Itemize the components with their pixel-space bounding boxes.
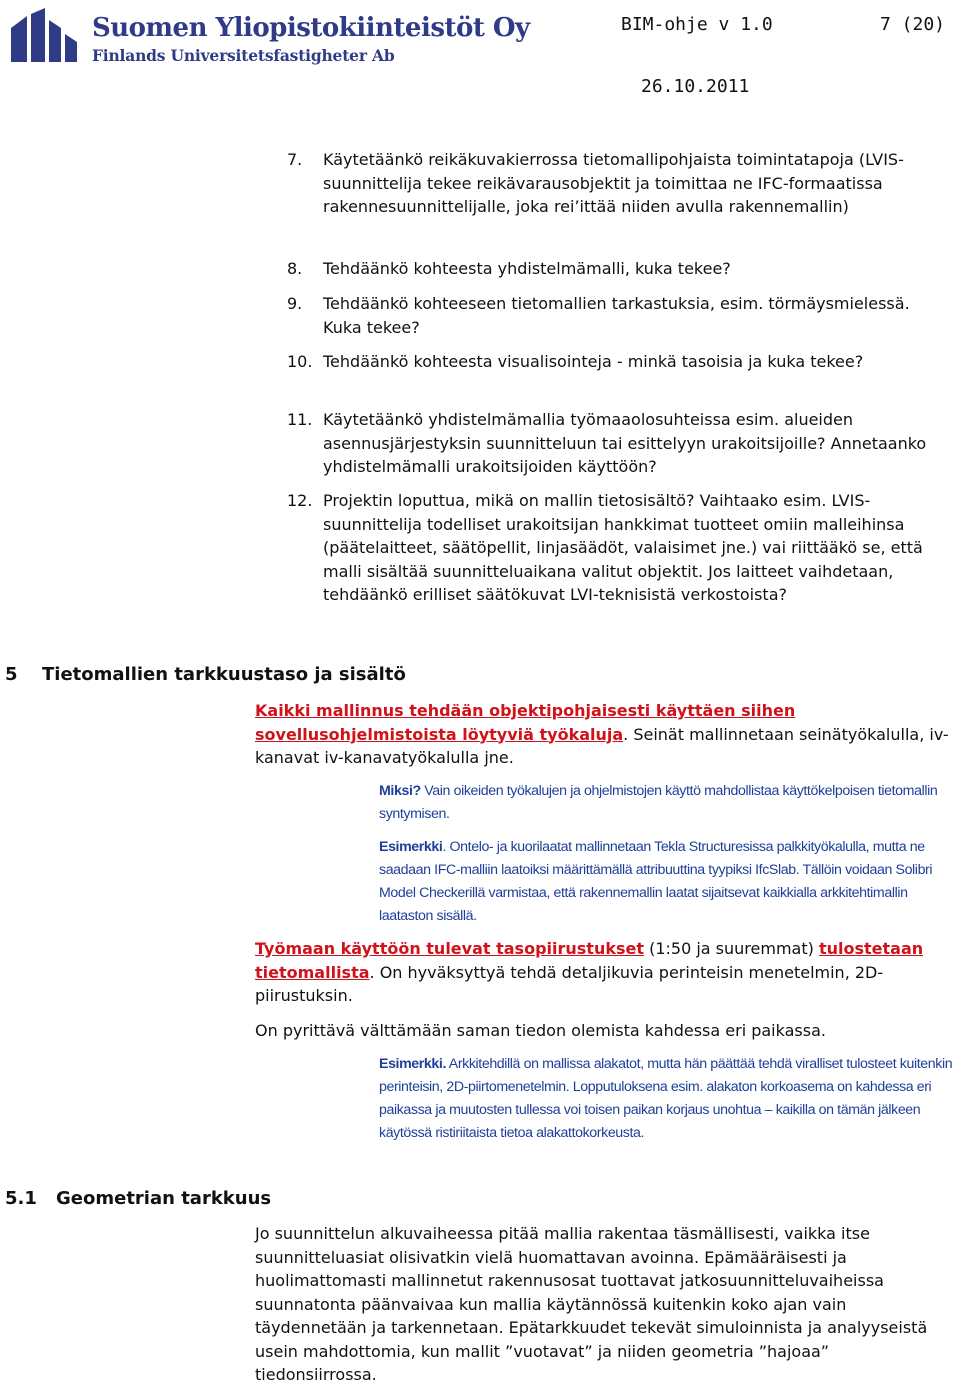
emphasis-text: Kaikki mallinnus tehdään objektipohjaisesti käyttäen siihen sovellusohjelmistoista löytyviä työkaluja	[255, 701, 796, 744]
paragraph-text: . Seinät mallinnetaan seinätyökalulla, iv-kanavat iv-kanavatyökalulla jne.	[255, 724, 949, 767]
list-item-number: 11.	[287, 410, 313, 429]
note-text: . Ontelo- ja kuorilaatat mallinnetaan Tekla Structuresissa palkkityökalulla, mutta ne saadaan IFC-malliin laatoiksi määrittämällä attribuuttina tyypiksi IfcSlab. Tällöin voidaan Solibri Model Checkerillä varmistaa, että rakennemallin laatat sijaitsevat kaikkialla arkkitehtimallin laataston sisällä.	[379, 839, 933, 924]
list-item-text: Tehdäänkö kohteesta yhdistelmämalli, kuka tekee?	[323, 259, 731, 278]
list-item-number: 7.	[287, 150, 303, 169]
section-number: 5.1	[5, 1188, 37, 1209]
list-item	[287, 292, 949, 339]
list-item	[287, 350, 949, 374]
logo-line-1: Suomen Yliopistokiinteistöt Oy	[92, 13, 530, 43]
paragraph	[255, 699, 950, 770]
list-item	[287, 408, 949, 479]
list-item-text: Tehdäänkö kohteeseen tietomallien tarkastuksia, esim. törmäysmielessä. Kuka tekee?	[323, 294, 910, 337]
list-item-number: 10.	[287, 352, 313, 371]
list-item	[287, 257, 949, 281]
list-item-text: Käytetäänkö yhdistelmämallia työmaaolosuhteissa esim. alueiden asennusjärjestyksin suunnitteluun tai esittelyyn urakoitsijoille? Annetaanko yhdistelmämalli urakoitsijoiden käyttöön?	[323, 410, 927, 476]
note-why	[379, 780, 954, 826]
note-example	[379, 1053, 954, 1145]
emphasis-text: Työmaan käyttöön tulevat tasopiirustukset	[255, 939, 644, 958]
document-title: BIM-ohje v 1.0	[621, 14, 773, 35]
document-date: 26.10.2011	[641, 76, 750, 97]
list-item-number: 9.	[287, 294, 303, 313]
section-title: Geometrian tarkkuus	[56, 1188, 272, 1209]
list-item-text: Tehdäänkö kohteesta visualisointeja - minkä tasoisia ja kuka tekee?	[323, 352, 864, 371]
paragraph-text: (1:50 ja suuremmat)	[644, 939, 819, 958]
note-example	[379, 836, 954, 928]
paragraph-text: . On hyväksyttyä tehdä detaljikuvia perinteisin menetelmin, 2D-piirustuksin.	[255, 962, 884, 1005]
note-label: Esimerkki.	[379, 1056, 446, 1072]
emphasis-text: tulostetaan tietomallista	[255, 939, 924, 982]
section-heading	[5, 1188, 271, 1209]
paragraph: On pyrittävä välttämään saman tiedon olemista kahdessa eri paikassa.	[255, 1021, 826, 1040]
note-label: Esimerkki	[379, 839, 443, 855]
paragraph: Jo suunnittelun alkuvaiheessa pitää mallia rakentaa täsmällisesti, vaikka itse suunnitteluasiat olisivatkin vielä huomattavan avoinna. Epämääräisesti ja huolimattomasti mallinnetut rakennusosat tuottavat jatkosuunnitteluvaiheissa suunnatonta päänvaivaa kun mallia käytännössä kuitenkin koko ajan vain täydennetään ja tarkennetaan. Epätarkkuudet tekevät simuloinnista ja analyyseistä usein mahdottomia, kun mallit ”vuotavat” ja niiden geometria ”hajoaa” tiedonsiirrossa.	[255, 1224, 928, 1384]
list-item-text: Käytetäänkö reikäkuvakierrossa tietomallipohjaista toimintatapoja (LVIS-suunnittelija tekee reikävarausobjektit ja toimittaa ne IFC-formaatissa rakennesuunnittelijalle, joka rei’ittää niiden avulla rakennemallin)	[323, 150, 904, 216]
logo-icon	[9, 8, 79, 64]
note-text: Arkkitehdillä on mallissa alakatot, mutta hän päättää tehdä viralliset tulosteet kuitenkin perinteisin, 2D-piirtomenetelmin. Lopputuloksena esim. alakaton korkoasema on kahdessa eri paikassa ja muutosten tullessa voi toisen paikan korjaus unohtua – kaikilla on tämän jälkeen käytössä ristiriitaista tietoa alakattokorkeusta.	[379, 1056, 953, 1141]
page-indicator: 7 (20)	[880, 14, 946, 35]
section-heading	[5, 664, 406, 685]
paragraph	[255, 937, 950, 1008]
list-item	[287, 148, 949, 219]
list-item-number: 12.	[287, 491, 313, 510]
logo-line-2: Finlands Universitetsfastigheter Ab	[92, 46, 395, 65]
list-item-number: 8.	[287, 259, 303, 278]
section-title: Tietomallien tarkkuustaso ja sisältö	[42, 664, 406, 685]
list-item-text: Projektin loputtua, mikä on mallin tietosisältö? Vaihtaako esim. LVIS-suunnittelija todelliset urakoitsijan hankkimat tuotteet omiin malleihinsa (päätelaitteet, säätöpellit, linjasäädöt, valaisimet jne.) vai riittääkö se, että malli sisältää suunnitteluaikana valitut objektit. Jos laitteet vaihdetaan, tehdäänkö erilliset säätökuvat LVI-teknisistä verkostoista?	[323, 491, 923, 604]
note-label: Miksi?	[379, 783, 421, 799]
section-number: 5	[5, 664, 18, 685]
note-text: Vain oikeiden työkalujen ja ohjelmistojen käyttö mahdollistaa käyttökelpoisen tietomallin syntymisen.	[379, 783, 938, 822]
company-logo	[9, 8, 530, 65]
list-item	[287, 489, 949, 607]
